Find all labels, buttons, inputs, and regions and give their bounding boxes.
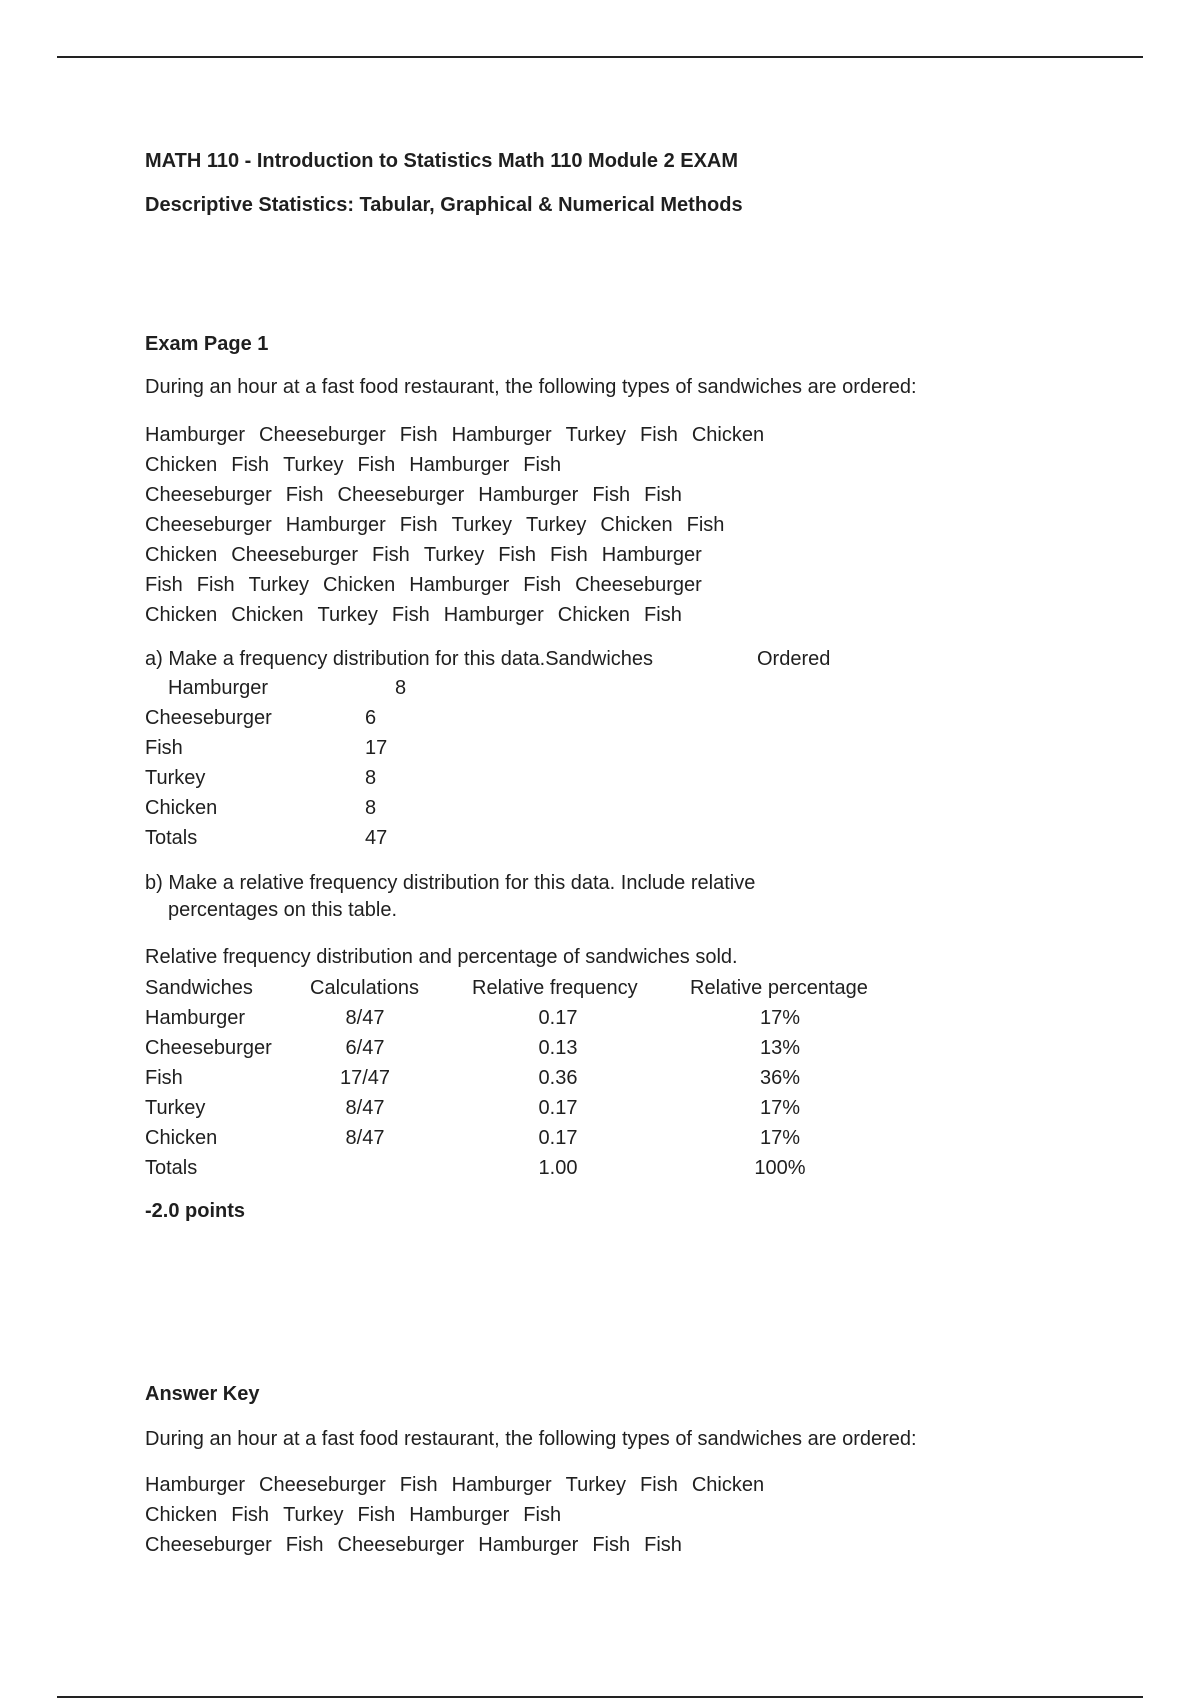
sandwich-word: Hamburger bbox=[285, 514, 386, 536]
frequency-row bbox=[145, 793, 645, 823]
sandwich-word: Chicken bbox=[145, 544, 218, 566]
sandwich-word: Fish bbox=[523, 574, 562, 596]
table-cell: Cheeseburger bbox=[145, 1037, 272, 1059]
sandwich-word: Turkey bbox=[283, 1504, 344, 1526]
relative-table-caption: Relative frequency distribution and percentage of sandwiches sold. bbox=[145, 946, 738, 968]
frequency-value: 47 bbox=[365, 827, 388, 849]
frequency-table bbox=[145, 673, 645, 853]
sandwich-word: Fish bbox=[372, 544, 410, 566]
question-b-line2: percentages on this table. bbox=[168, 899, 398, 921]
sandwich-word: Hamburger bbox=[478, 484, 579, 506]
sandwich-word: Fish bbox=[686, 514, 725, 536]
frequency-value: 8 bbox=[395, 677, 407, 699]
sandwich-word: Chicken bbox=[145, 454, 218, 476]
question-intro: During an hour at a fast food restaurant, the following types of sandwiches are ordered: bbox=[145, 376, 917, 398]
table-cell: Totals bbox=[145, 1157, 198, 1179]
sandwich-word: Fish bbox=[523, 1504, 562, 1526]
sandwich-word: Hamburger bbox=[601, 544, 702, 566]
frequency-value: 8 bbox=[365, 797, 377, 819]
frequency-category: Turkey bbox=[145, 767, 206, 789]
table-cell: 6/47 bbox=[345, 1037, 385, 1059]
frequency-row bbox=[145, 823, 645, 853]
question-b-line1: b) Make a relative frequency distribution for this data. Include relative bbox=[145, 872, 756, 894]
sandwich-word: Hamburger bbox=[145, 1474, 246, 1496]
sandwich-word: Turkey bbox=[565, 424, 627, 446]
table-cell: 17% bbox=[759, 1127, 801, 1149]
sequence-line bbox=[145, 600, 778, 630]
column-header: Relative percentage bbox=[690, 977, 868, 999]
sandwich-word: Fish bbox=[357, 454, 396, 476]
sandwich-word: Cheeseburger bbox=[575, 574, 702, 596]
table-cell: 13% bbox=[759, 1037, 801, 1059]
sandwich-word: Cheeseburger bbox=[259, 424, 386, 446]
table-cell: 0.17 bbox=[538, 1097, 578, 1119]
table-cell: Fish bbox=[145, 1067, 183, 1089]
frequency-value: 8 bbox=[365, 767, 377, 789]
sandwich-word: Cheeseburger bbox=[337, 1534, 465, 1556]
sandwich-word: Chicken bbox=[691, 424, 765, 446]
frequency-value: 17 bbox=[365, 737, 388, 759]
top-rule bbox=[57, 56, 1143, 58]
table-cell: 100% bbox=[754, 1157, 806, 1179]
sandwich-sequence bbox=[145, 420, 778, 630]
sandwich-word: Fish bbox=[644, 1534, 682, 1556]
sandwich-word: Turkey bbox=[525, 514, 587, 536]
table-cell: 0.13 bbox=[538, 1037, 578, 1059]
sandwich-word: Fish bbox=[523, 454, 562, 476]
sandwich-word: Fish bbox=[550, 544, 588, 566]
sandwich-word: Chicken bbox=[145, 1504, 218, 1526]
frequency-category: Hamburger bbox=[168, 677, 269, 699]
sandwich-word: Turkey bbox=[248, 574, 309, 596]
exam-page-heading: Exam Page 1 bbox=[145, 333, 269, 355]
document-subtitle: Descriptive Statistics: Tabular, Graphical & Numerical Methods bbox=[145, 194, 743, 216]
points-label: -2.0 points bbox=[145, 1200, 246, 1222]
table-row bbox=[145, 1123, 905, 1153]
sandwich-word: Cheeseburger bbox=[259, 1474, 386, 1496]
table-cell: 8/47 bbox=[345, 1007, 385, 1029]
table-cell: 8/47 bbox=[345, 1097, 385, 1119]
sandwich-word: Fish bbox=[399, 1474, 438, 1496]
frequency-category: Fish bbox=[145, 737, 183, 759]
sandwich-word: Hamburger bbox=[443, 604, 544, 626]
frequency-row bbox=[145, 673, 645, 703]
sandwich-word: Chicken bbox=[691, 1474, 765, 1496]
sequence-line bbox=[145, 450, 778, 480]
column-header: Relative frequency bbox=[472, 977, 638, 999]
sandwich-word: Hamburger bbox=[478, 1534, 579, 1556]
sandwich-word: Turkey bbox=[451, 514, 512, 536]
frequency-category: Cheeseburger bbox=[145, 707, 272, 729]
table-row bbox=[145, 1063, 905, 1093]
sandwich-word: Chicken bbox=[322, 574, 396, 596]
sandwich-word: Cheeseburger bbox=[231, 544, 359, 566]
sandwich-word: Turkey bbox=[317, 604, 378, 626]
sandwich-word: Chicken bbox=[557, 604, 631, 626]
sandwich-word: Fish bbox=[231, 454, 270, 476]
sequence-line bbox=[145, 1500, 778, 1530]
question-a-text: a) Make a frequency distribution for this data.Sandwiches bbox=[145, 648, 654, 670]
table-cell: 8/47 bbox=[345, 1127, 385, 1149]
table-cell: Turkey bbox=[145, 1097, 206, 1119]
frequency-value: 6 bbox=[365, 707, 377, 729]
sandwich-word: Hamburger bbox=[409, 1504, 510, 1526]
sandwich-word: Hamburger bbox=[409, 454, 510, 476]
question-b bbox=[145, 872, 755, 922]
sandwich-word: Fish bbox=[640, 424, 678, 446]
sandwich-word: Fish bbox=[391, 604, 430, 626]
bottom-rule bbox=[57, 1696, 1143, 1698]
answer-sandwich-sequence bbox=[145, 1470, 778, 1560]
sandwich-word: Chicken bbox=[145, 604, 218, 626]
sandwich-word: Fish bbox=[498, 544, 536, 566]
frequency-row bbox=[145, 763, 645, 793]
sandwich-word: Cheeseburger bbox=[337, 484, 465, 506]
sandwich-word: Fish bbox=[357, 1504, 396, 1526]
table-cell: 0.17 bbox=[538, 1007, 578, 1029]
table-cell: 36% bbox=[759, 1067, 801, 1089]
frequency-row bbox=[145, 733, 645, 763]
sequence-line bbox=[145, 1470, 778, 1500]
sandwich-word: Cheeseburger bbox=[145, 484, 272, 506]
sandwich-word: Cheeseburger bbox=[145, 514, 272, 536]
sandwich-word: Fish bbox=[644, 604, 682, 626]
sequence-line bbox=[145, 480, 778, 510]
frequency-category: Totals bbox=[145, 827, 198, 849]
answer-intro: During an hour at a fast food restaurant, the following types of sandwiches are ordered: bbox=[145, 1428, 917, 1450]
table-cell: 17% bbox=[759, 1097, 801, 1119]
document-title: MATH 110 - Introduction to Statistics Math 110 Module 2 EXAM bbox=[145, 150, 739, 172]
sandwich-word: Hamburger bbox=[451, 424, 552, 446]
sandwich-word: Fish bbox=[399, 424, 438, 446]
sandwich-word: Fish bbox=[196, 574, 235, 596]
table-cell: 0.36 bbox=[538, 1067, 578, 1089]
table-cell: Hamburger bbox=[145, 1007, 246, 1029]
sandwich-word: Fish bbox=[145, 574, 183, 596]
sequence-line bbox=[145, 510, 778, 540]
sandwich-word: Hamburger bbox=[145, 424, 246, 446]
sandwich-word: Chicken bbox=[600, 514, 673, 536]
sandwich-word: Fish bbox=[644, 484, 682, 506]
relative-table-header bbox=[145, 973, 905, 1003]
sequence-line bbox=[145, 420, 778, 450]
sandwich-word: Hamburger bbox=[451, 1474, 552, 1496]
sequence-line bbox=[145, 570, 778, 600]
sandwich-word: Chicken bbox=[231, 604, 304, 626]
sequence-line bbox=[145, 540, 778, 570]
question-a bbox=[145, 648, 830, 671]
sandwich-word: Fish bbox=[640, 1474, 678, 1496]
table-cell: Chicken bbox=[145, 1127, 218, 1149]
sandwich-word: Turkey bbox=[423, 544, 485, 566]
table-row bbox=[145, 1033, 905, 1063]
frequency-row bbox=[145, 703, 645, 733]
column-header: Calculations bbox=[310, 977, 419, 999]
sandwich-word: Fish bbox=[231, 1504, 270, 1526]
sandwich-word: Turkey bbox=[565, 1474, 627, 1496]
sandwich-word: Cheeseburger bbox=[145, 1534, 272, 1556]
table-cell: 0.17 bbox=[538, 1127, 578, 1149]
sandwich-word: Fish bbox=[592, 484, 631, 506]
answer-key-heading: Answer Key bbox=[145, 1383, 260, 1405]
sandwich-word: Fish bbox=[399, 514, 438, 536]
table-cell: 17/47 bbox=[339, 1067, 391, 1089]
table-row bbox=[145, 1153, 905, 1183]
table-cell: 17% bbox=[759, 1007, 801, 1029]
question-a-column-header: Ordered bbox=[757, 648, 831, 670]
table-row bbox=[145, 1093, 905, 1123]
column-header: Sandwiches bbox=[145, 977, 253, 999]
sandwich-word: Turkey bbox=[283, 454, 344, 476]
sandwich-word: Fish bbox=[285, 1534, 324, 1556]
sandwich-word: Fish bbox=[592, 1534, 631, 1556]
sandwich-word: Fish bbox=[285, 484, 324, 506]
table-cell: 1.00 bbox=[538, 1157, 578, 1179]
table-row bbox=[145, 1003, 905, 1033]
sandwich-word: Hamburger bbox=[409, 574, 510, 596]
frequency-category: Chicken bbox=[145, 797, 218, 819]
sequence-line bbox=[145, 1530, 778, 1560]
relative-frequency-table bbox=[145, 973, 905, 1183]
